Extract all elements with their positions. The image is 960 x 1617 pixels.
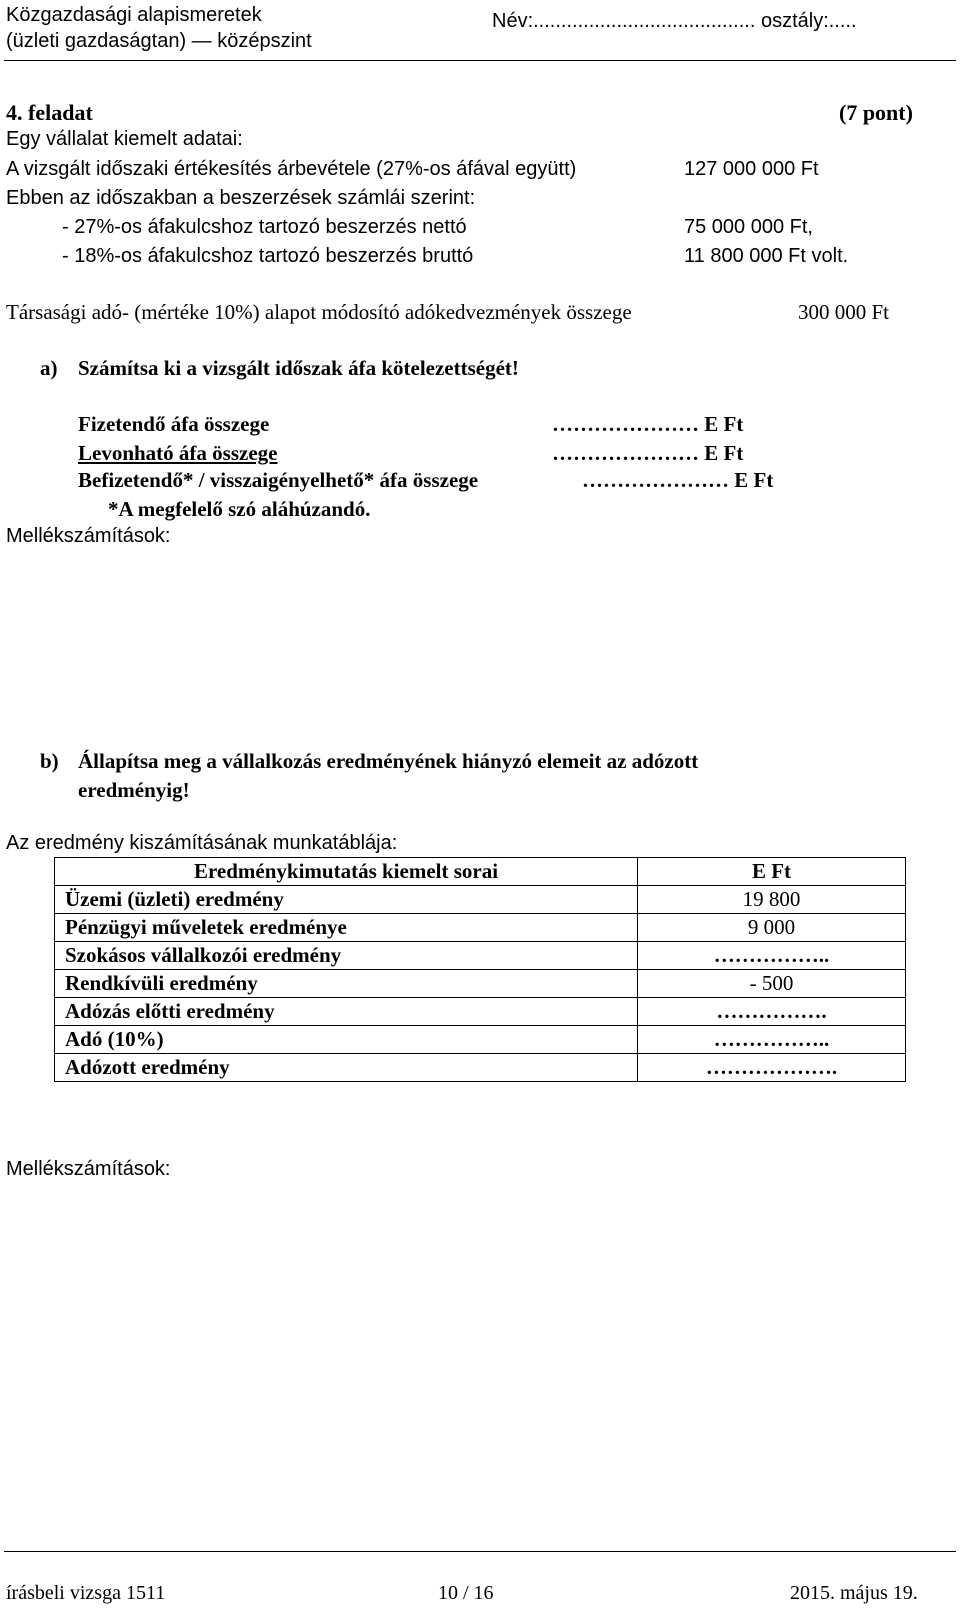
- header-subject-line1: Közgazdasági alapismeretek: [6, 4, 262, 26]
- row-value: - 500: [638, 970, 906, 998]
- purchase2-label: - 18%-os áfakulcshoz tartozó beszerzés bruttó: [62, 245, 474, 267]
- row-label: Adó (10%): [55, 1026, 638, 1054]
- revenue-value: 127 000 000 Ft: [684, 158, 819, 180]
- revenue-label: A vizsgált időszaki értékesítés árbevétele (27%-os áfával együtt): [6, 158, 577, 180]
- results-table: [54, 857, 906, 1082]
- footer-exam: írásbeli vizsga 1511: [6, 1582, 166, 1604]
- vat-payable-label: Fizetendő áfa összege: [78, 412, 270, 436]
- row-value: ……………..: [638, 942, 906, 970]
- row-label: Szokásos vállalkozói eredmény: [55, 942, 638, 970]
- table-header-unit: E Ft: [638, 858, 906, 886]
- row-label: Adózás előtti eredmény: [55, 998, 638, 1026]
- table-header-label: Eredménykimutatás kiemelt sorai: [55, 858, 638, 886]
- row-label: Adózott eredmény: [55, 1054, 638, 1082]
- table-row: [55, 970, 906, 998]
- table-row: [55, 886, 906, 914]
- purchase1-value: 75 000 000 Ft,: [684, 216, 813, 238]
- purchase2-value: 11 800 000 Ft volt.: [684, 245, 849, 267]
- side-calc-label-b: Mellékszámítások:: [6, 1158, 171, 1180]
- table-header-row: [55, 858, 906, 886]
- vat-balance-label: Befizetendő* / visszaigényelhető* áfa összege: [78, 468, 479, 492]
- row-label: Pénzügyi műveletek eredménye: [55, 914, 638, 942]
- header-divider: [4, 60, 956, 61]
- row-value: 19 800: [638, 886, 906, 914]
- purchase1-label: - 27%-os áfakulcshoz tartozó beszerzés nettó: [62, 216, 467, 238]
- part-b-question-line1: Állapítsa meg a vállalkozás eredményének hiányzó elemeit az adózott: [78, 749, 699, 773]
- task-title: 4. feladat: [6, 100, 93, 125]
- task-intro: Egy vállalat kiemelt adatai:: [6, 128, 243, 150]
- part-b-marker: b): [40, 749, 59, 773]
- header-subject: [6, 2, 312, 54]
- vat-deductible-blank: ………………… E Ft: [552, 441, 744, 465]
- footnote: *A megfelelő szó aláhúzandó.: [108, 497, 371, 521]
- table-row: [55, 942, 906, 970]
- tax-credit-label: Társasági adó- (mértéke 10%) alapot módosító adókedvezmények összege: [6, 300, 632, 324]
- table-row: [55, 998, 906, 1026]
- vat-balance-blank: ………………… E Ft: [582, 468, 774, 492]
- header-subject-line2: (üzleti gazdaságtan) — középszint: [6, 30, 312, 52]
- vat-deductible-label: Levonható áfa összege: [78, 441, 278, 465]
- footer-date: 2015. május 19.: [790, 1582, 918, 1604]
- footer-page: 10 / 16: [438, 1582, 494, 1604]
- footer-divider: [4, 1551, 956, 1552]
- side-calc-label-a: Mellékszámítások:: [6, 525, 171, 547]
- row-value: …………….: [638, 998, 906, 1026]
- row-label: Rendkívüli eredmény: [55, 970, 638, 998]
- table-row: [55, 1026, 906, 1054]
- task-points: (7 pont): [839, 100, 913, 125]
- row-label: Üzemi (üzleti) eredmény: [55, 886, 638, 914]
- tax-credit-value: 300 000 Ft: [798, 300, 890, 324]
- part-b-question-line2: eredményig!: [78, 778, 190, 802]
- row-value: ……………..: [638, 1026, 906, 1054]
- table-intro: Az eredmény kiszámításának munkatáblája:: [6, 832, 398, 854]
- table-row: [55, 1054, 906, 1082]
- row-value: ……………….: [638, 1054, 906, 1082]
- part-a-question: Számítsa ki a vizsgált időszak áfa kötelezettségét!: [78, 356, 519, 380]
- row-value: 9 000: [638, 914, 906, 942]
- purchases-intro: Ebben az időszakban a beszerzések számlái szerint:: [6, 187, 476, 209]
- vat-payable-blank: ………………… E Ft: [552, 412, 744, 436]
- header-name-field: Név:........................................ osztály:.....: [492, 10, 857, 32]
- part-a-marker: a): [40, 356, 58, 380]
- table-row: [55, 914, 906, 942]
